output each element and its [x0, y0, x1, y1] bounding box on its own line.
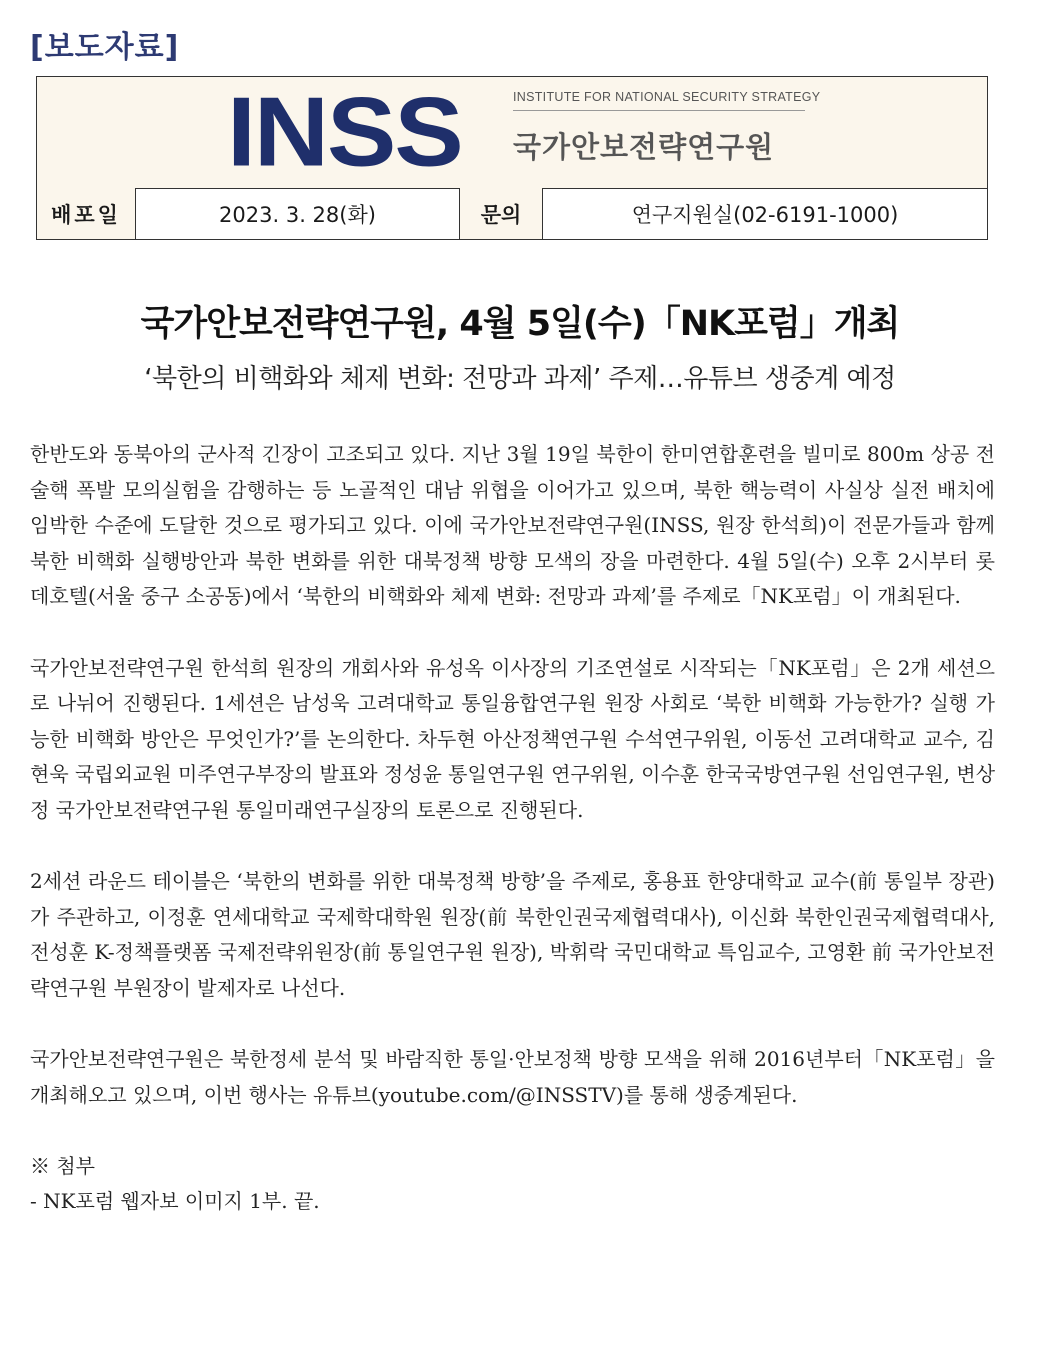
release-info-row	[37, 188, 987, 239]
paragraph-1: 한반도와 동북아의 군사적 긴장이 고조되고 있다. 지난 3월 19일 북한이 한미연합훈련을 빌미로 800m 상공 전술핵 폭발 모의실험을 감행하는 등 노골적인 대남 위협을 이어가고 있으며, 북한 핵능력이 사실상 실전 배치에 임박한 수준에 도달한 것으로 평가되고 있다. 이에 국가안보전략연구원(INSS, 원장 한석희)이 전문가들과 함께 북한 비핵화 실행방안과 북한 변화를 위한 대북정책 방향 모색의 장을 마련한다. 4월 5일(수) 오후 2시부터 롯데호텔(서울 중구 소공동)에서 ‘북한의 비핵화와 체제 변화: 전망과 과제’를 주제로「NK포럼」이 개최된다.	[30, 442, 995, 609]
institute-name-en: INSTITUTE FOR NATIONAL SECURITY STRATEGY	[513, 90, 821, 104]
attachment-heading: ※ 첨부	[30, 1153, 95, 1178]
paragraph-3: 2세션 라운드 테이블은 ‘북한의 변화를 위한 대북정책 방향’을 주제로, 홍용표 한양대학교 교수(前 통일부 장관)가 주관하고, 이정훈 연세대학교 국제학대학원 원장(前 북한인권국제협력대사), 이신화 북한인권국제협력대사, 전성훈 K-정책플랫폼 국제전략위원장(前 통일연구원 원장), 박휘락 국민대학교 특임교수, 고영환 前 국가안보전략연구원 부원장이 발제자로 나선다.	[30, 869, 995, 1000]
inss-logo: INSS	[227, 76, 462, 188]
institute-name-ko: 국가안보전략연구원	[513, 130, 775, 164]
attachment-item: - NK포럼 웹자보 이미지 1부. 끝.	[30, 1189, 320, 1214]
contact-label: 문의	[460, 188, 543, 239]
logo-banner	[37, 77, 987, 189]
contact-value: 연구지원실(02-6191-1000)	[631, 202, 899, 227]
paragraph-4: 국가안보전략연구원은 북한정세 분석 및 바람직한 통일·안보정책 방향 모색을 위해 2016년부터「NK포럼」을 개최해오고 있으며, 이번 행사는 유튜브(youtube.com/@INSSTV)를 통해 생중계된다.	[30, 1047, 995, 1107]
headline: 국가안보전략연구원, 4월 5일(수)「NK포럼」개최	[140, 304, 900, 344]
article-body	[30, 437, 995, 1220]
release-date-value: 2023. 3. 28(화)	[136, 188, 460, 239]
header-box	[36, 76, 988, 240]
subheadline: ‘북한의 비핵화와 체제 변화: 전망과 과제’ 주제…유튜브 생중계 예정	[144, 364, 896, 394]
paragraph-2: 국가안보전략연구원 한석희 원장의 개회사와 유성옥 이사장의 기조연설로 시작되는「NK포럼」은 2개 세션으로 나뉘어 진행된다. 1세션은 남성욱 고려대학교 통일융합연구원 원장 사회로 ‘북한 비핵화 가능한가? 실행 가능한 비핵화 방안은 무엇인가?’를 논의한다. 차두현 아산정책연구원 수석연구위원, 이동선 고려대학교 교수, 김현욱 국립외교원 미주연구부장의 발표와 정성윤 통일연구원 연구위원, 이수훈 한국국방연구원 선임연구원, 변상정 국가안보전략연구원 통일미래연구실장의 토론으로 진행된다.	[30, 655, 996, 822]
release-date-label: 배포일	[37, 188, 136, 239]
logo-divider	[513, 110, 805, 111]
press-release-tag: [보도자료]	[30, 30, 180, 65]
